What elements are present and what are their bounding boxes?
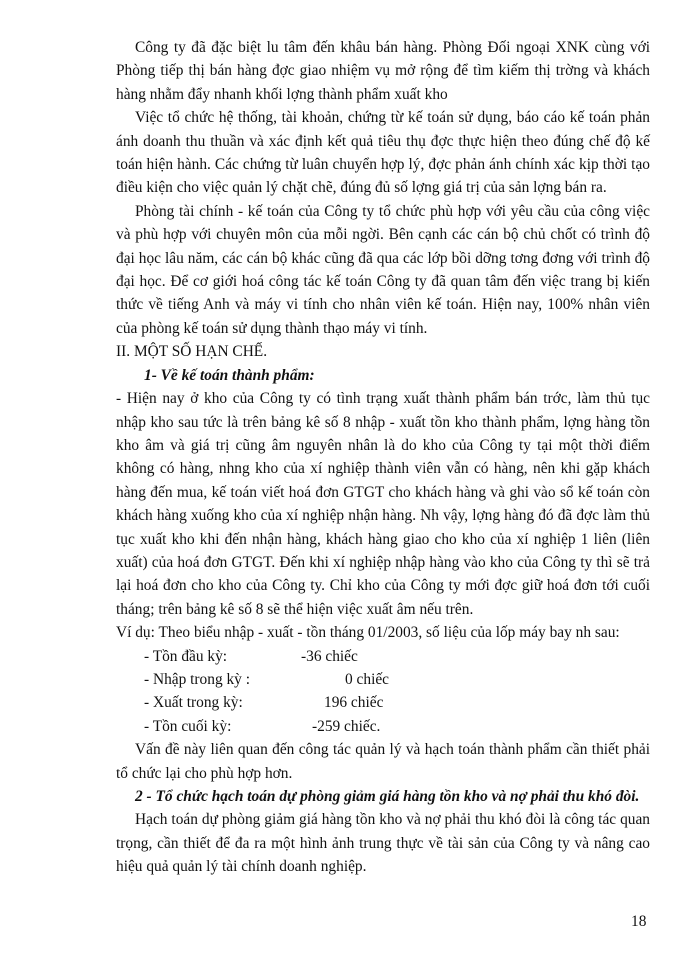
- example-value: -259 chiếc.: [312, 717, 381, 735]
- example-value: 0 chiếc: [345, 670, 390, 688]
- section-heading-limitations: II. MỘT SỐ HẠN CHẾ.: [116, 343, 268, 361]
- paragraph-provisions: Hạch toán dự phòng giảm giá hàng tồn kho và nợ phải thu khó đòi là công tác quan trọng, cần thiết để đa ra một hình ảnh trung thực về tài sản của Công ty và nâng cao hiệu quả quản lý tài chính doanh nghiệp.: [116, 811, 650, 876]
- paragraph-accounting-system: Việc tổ chức hệ thống, tài khoản, chứng từ kế toán sử dụng, báo cáo kế toán phản ánh doanh thu thuần và xác định kết quả tiêu thụ đợc thực hiện theo đúng chế độ kế toán hiện hành. Các chứng từ luân chuyển hợp lý, đợc phản ánh chính xác kịp thời tạo điều kiện cho việc quản lý chặt chẽ, đúng đủ số lợng giá trị của sản lợng bán ra.: [116, 109, 650, 197]
- example-list: [116, 645, 650, 739]
- page-content: [116, 36, 650, 879]
- example-label: - Nhập trong kỳ :: [144, 670, 251, 688]
- sub-heading-provisions: 2 - Tổ chức hạch toán dự phòng giảm giá hàng tồn kho và nợ phải thu khó đòi.: [135, 788, 640, 805]
- example-label: - Xuất trong kỳ:: [144, 694, 243, 712]
- example-value: 196 chiếc: [324, 694, 384, 712]
- example-intro: Ví dụ: Theo biểu nhập - xuất - tồn tháng 01/2003, số liệu của lốp máy bay nh sau:: [116, 624, 620, 642]
- sub-heading-finished-goods: 1- Về kế toán thành phẩm:: [144, 366, 315, 384]
- paragraph-negative-inventory: - Hiện nay ở kho của Công ty có tình trạng xuất thành phẩm bán trớc, làm thủ tục nhập kho sau tức là trên bảng kê số 8 nhập - xuất tồn kho thành phẩm, lợng hàng tồn kho âm và giá trị cũng âm nguyên nhân là do kho của Công ty tại một thời điểm không có hàng, nhng kho của xí nghiệp thành viên vẫn có hàng, nên khi gặp khách hàng đến mua, kế toán viết hoá đơn GTGT cho khách hàng và ghi vào sổ kế toán còn khách hàng xuống kho của xí nghiệp nhận hàng. Nh vậy, lợng hàng đó đã đợc làm thủ tục xuất kho khi đến nhận hàng, khách hàng giao cho kho của xí nghiệp 1 liên (liên xuất) của hoá đơn GTGT. Đến khi xí nghiệp nhập hàng vào kho của Công ty thì sẽ trả lại hoá đơn cho kho của Công ty. Chỉ kho của Công ty mới đợc giữ hoá đơn tới cuối tháng; trên bảng kê số 8 sẽ thể hiện việc xuất âm nếu trên.: [116, 390, 650, 618]
- example-row-opening: [116, 645, 650, 668]
- example-value: -36 chiếc: [301, 647, 358, 665]
- example-row-closing: [116, 715, 650, 738]
- example-label: - Tồn đầu kỳ:: [144, 647, 228, 665]
- paragraph-reorganize: Vấn đề này liên quan đến công tác quản lý và hạch toán thành phẩm cần thiết phải tổ chức lại cho phù hợp hơn.: [116, 741, 650, 782]
- example-label: - Tồn cuối kỳ:: [144, 717, 232, 735]
- example-row-import: [116, 668, 650, 691]
- page-number: 18: [631, 913, 647, 930]
- paragraph-finance-department: Phòng tài chính - kế toán của Công ty tổ chức phù hợp với yêu cầu của công việc và phù hợp với chuyên môn của mỗi ngời. Bên cạnh các cán bộ chủ chốt có trình độ đại học lâu năm, các cán bộ khác cũng đã qua các lớp bồi dỡng tơng đơng với trình độ đại học. Để cơ giới hoá công tác kế toán Công ty đã quan tâm đến việc trang bị kiến thức về tiếng Anh và máy vi tính cho nhân viên kế toán. Hiện nay, 100% nhân viên của phòng kế toán sử dụng thành thạo máy vi tính.: [116, 202, 650, 337]
- paragraph-sales-focus: Công ty đã đặc biệt lu tâm đến khâu bán hàng. Phòng Đối ngoại XNK cùng với Phòng tiếp thị bán hàng đợc giao nhiệm vụ mở rộng để tìm kiếm thị trờng và khách hàng nhằm đẩy nhanh khối lợng thành phẩm xuất kho: [116, 39, 650, 103]
- example-row-export: [116, 691, 650, 714]
